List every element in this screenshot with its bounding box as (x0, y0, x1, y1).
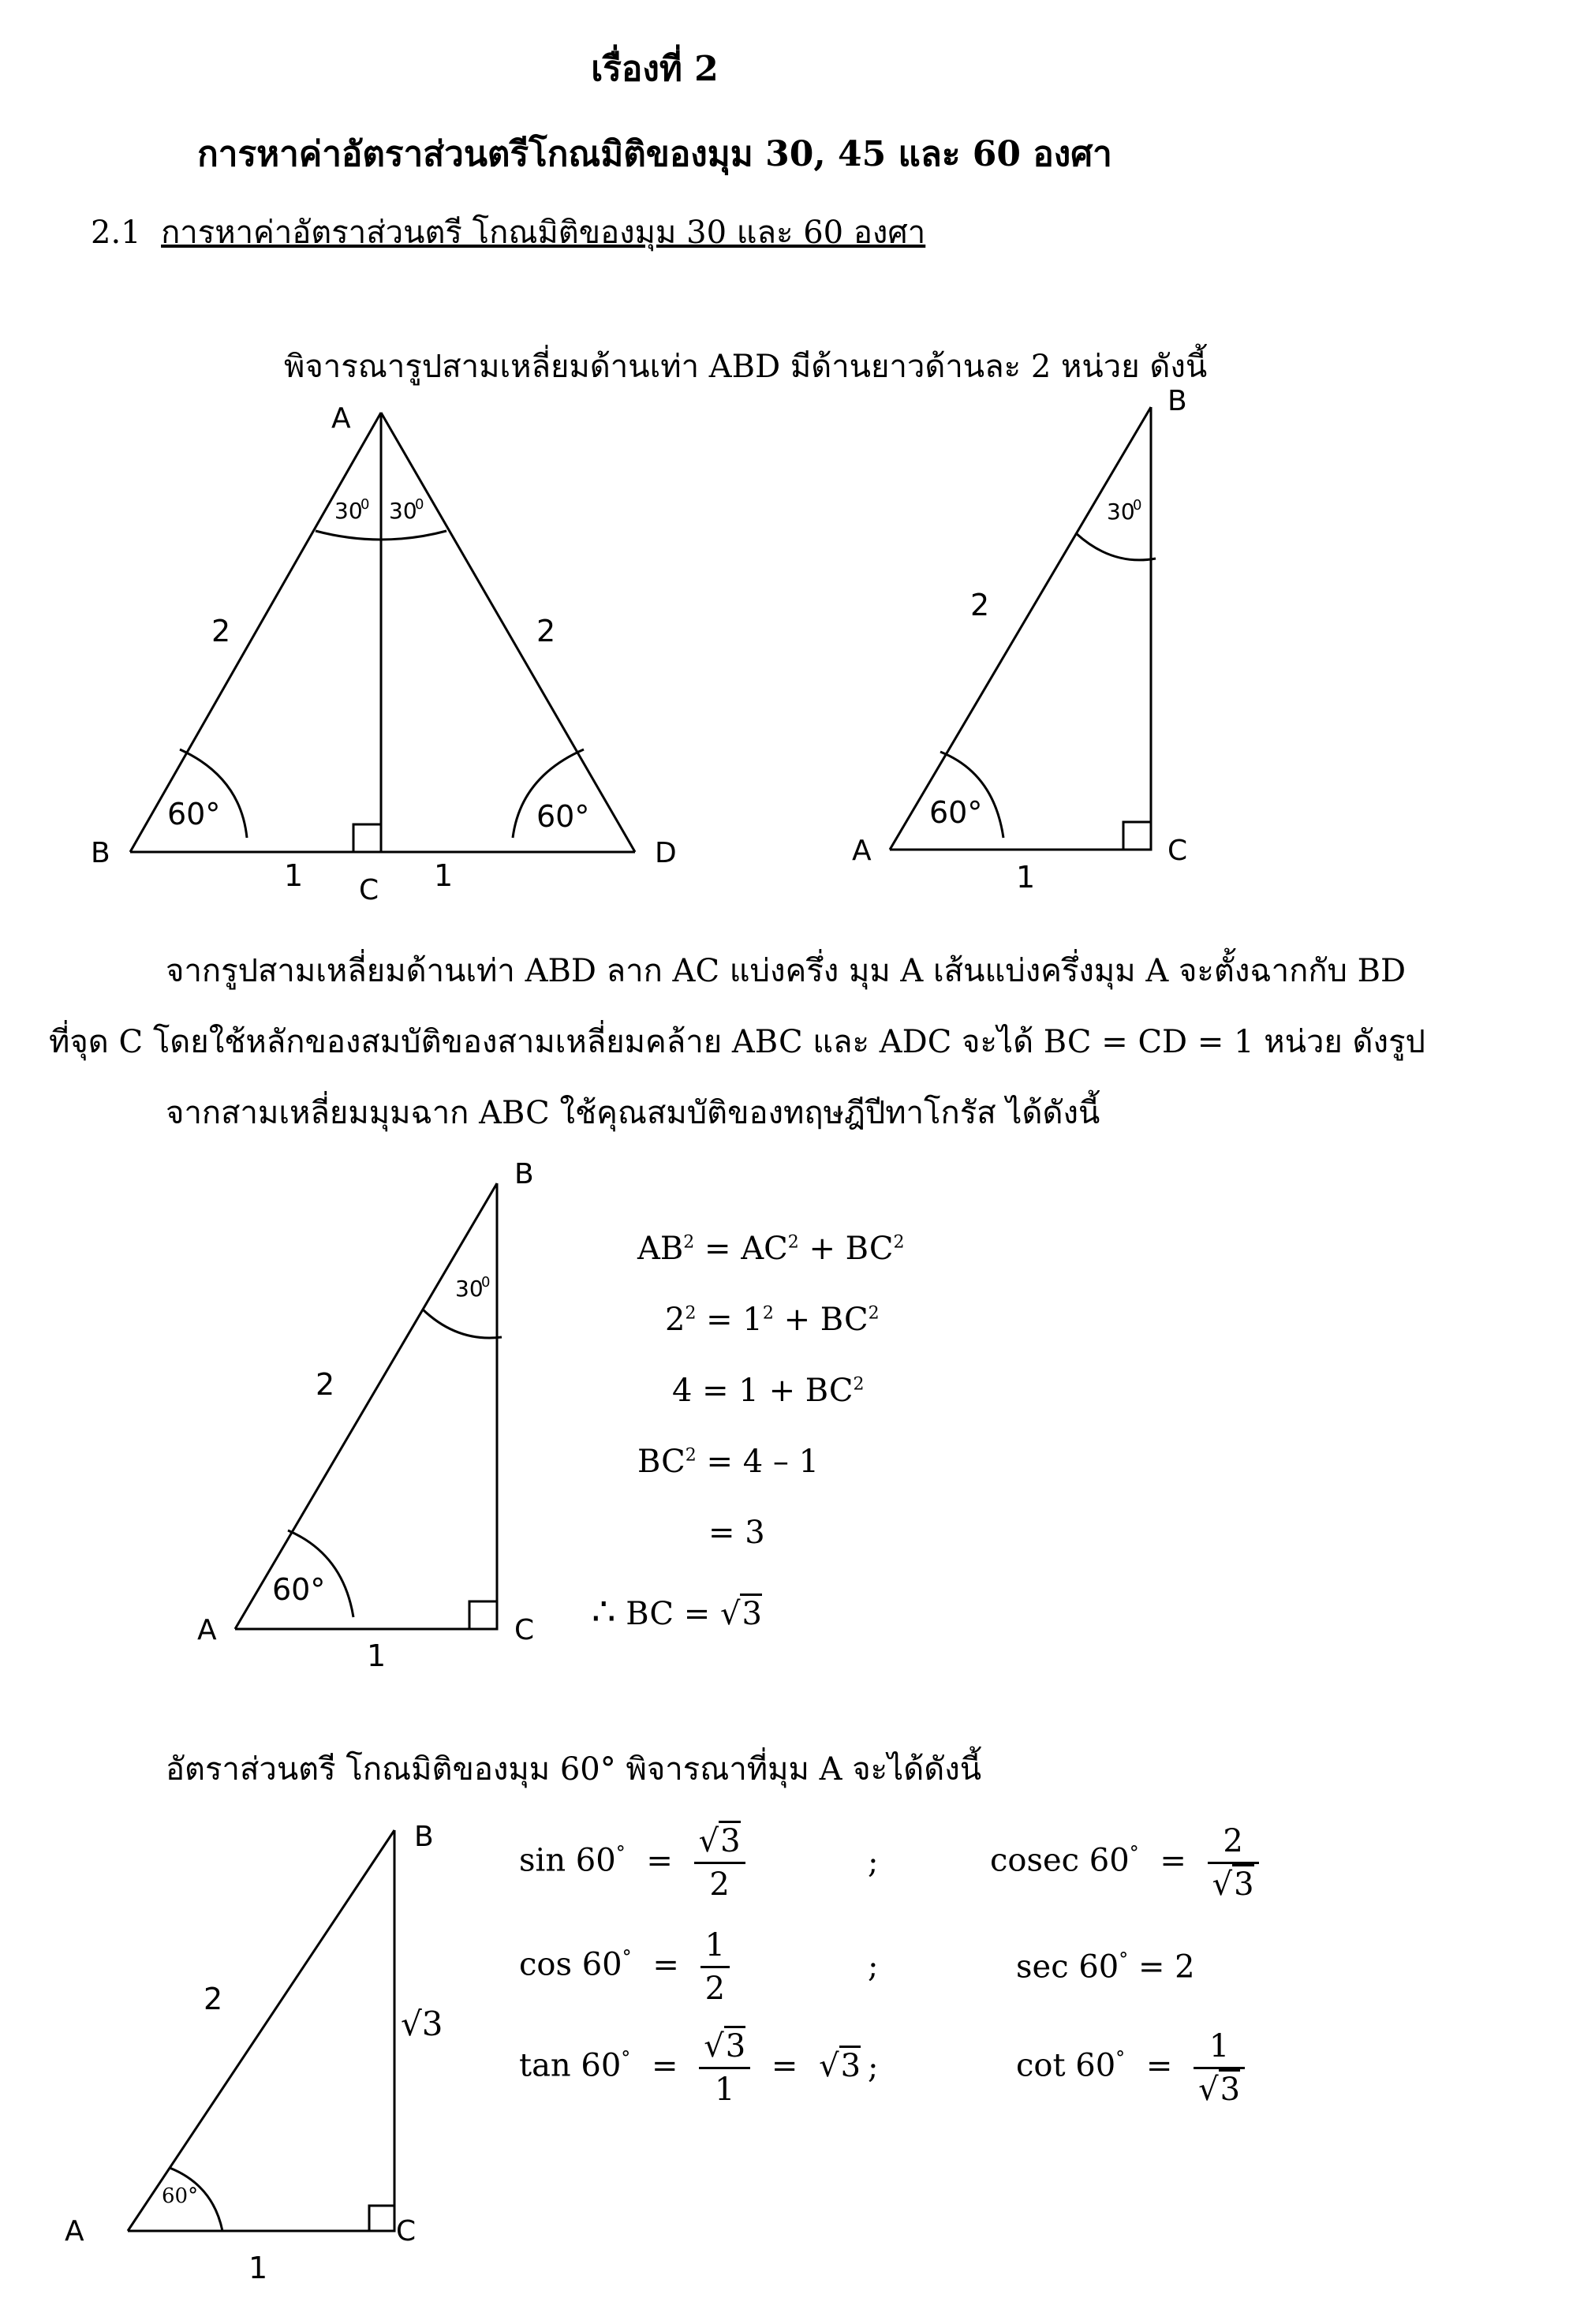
tan-result: √3 (819, 2048, 861, 2084)
semicolon-2: ; (868, 1948, 879, 1985)
cot-label: cot 60 (1016, 2047, 1116, 2084)
sqrt-3: √3 (720, 1596, 762, 1632)
cosec-label: cosec 60 (990, 1842, 1130, 1879)
sin-label: sin 60 (519, 1842, 616, 1879)
section-heading (91, 207, 925, 257)
angle-label-b: 30 (1107, 499, 1135, 525)
main-title: การหาค่าอัตราส่วนตรีโกณมิติของมุม 30, 45 และ 60 องศา (197, 134, 1112, 174)
side-label-ab: 2 (204, 1982, 223, 2016)
side-label-ac: 1 (248, 2251, 268, 2285)
tan60-fraction: $\frac{√3}{1}$ (699, 2026, 750, 2110)
side-label-ab: 2 (211, 614, 231, 648)
cot-den: 3 (1219, 2069, 1240, 2108)
trig60-intro: อัตราส่วนตรี โกณมิติของมุม 60° พิจารณาที่มุม A จะได้ดังนี้ (166, 1751, 982, 1788)
pyth-l2-mid: = 1 (706, 1302, 763, 1338)
angle-label-b-sup: 0 (481, 1274, 491, 1291)
sq-sup: 2 (685, 1303, 697, 1324)
cos-num: 1 (700, 1925, 730, 1968)
sq-sup: 2 (893, 1232, 905, 1253)
right-triangle-figure-2 (174, 1152, 647, 1688)
side-ab (128, 1830, 394, 2231)
right-angle-marker (1123, 822, 1151, 850)
pyth-l4-rhs: = 4 – 1 (706, 1444, 820, 1480)
sin60-row (519, 1821, 745, 1905)
equals: = (1160, 1842, 1186, 1879)
label-c: C (396, 2215, 417, 2247)
angle-label-d: 60° (536, 799, 590, 834)
label-c: C (514, 1614, 535, 1646)
sin60-fraction: $\frac{√3}{2}$ (694, 1821, 745, 1905)
pyth-l1-rhs: + BC (809, 1231, 894, 1267)
angle-label-left-sup: 0 (361, 496, 370, 513)
cosec-den: 3 (1232, 1864, 1253, 1903)
angle-label-left: 30 (334, 498, 363, 524)
right-angle-marker (369, 2206, 394, 2231)
side-label-ab: 2 (970, 588, 990, 622)
angle-label-right: 30 (389, 498, 417, 524)
label-a: A (331, 402, 351, 435)
right-triangle-figure-1 (828, 379, 1262, 915)
label-c: C (1167, 835, 1188, 867)
cosec60-row (990, 1821, 1259, 1905)
tan-result-rad: 3 (839, 2046, 861, 2084)
label-c: C (359, 874, 379, 906)
cos-den: 2 (704, 1971, 726, 2007)
side-label-ab: 2 (316, 1367, 335, 1402)
side-label-cd: 1 (434, 858, 454, 893)
side-label-bc: 1 (284, 858, 304, 893)
cos60-row (519, 1925, 730, 2009)
pyth-l2-lhs: 2 (665, 1302, 686, 1338)
equals: = (771, 2047, 798, 2084)
pyth-l3-lhs: 4 (672, 1373, 693, 1409)
equals: = (652, 2047, 678, 2084)
pyth-line-4 (637, 1444, 819, 1480)
pyth-line-3 (672, 1373, 865, 1409)
right-triangle-figure-3 (47, 1799, 489, 2303)
cot60-fraction: $\frac{1}{√3}$ (1194, 2026, 1245, 2110)
radicand: 3 (740, 1594, 761, 1632)
cot-num: 1 (1194, 2026, 1245, 2069)
tan-num: 3 (724, 2026, 745, 2064)
degree-sup: ° (1129, 1842, 1139, 1865)
sq-sup: 2 (685, 1445, 697, 1466)
cos60-fraction (700, 1925, 730, 2009)
sq-sup: 2 (787, 1232, 799, 1253)
angle-arc-b (1076, 533, 1156, 560)
label-b: B (514, 1158, 534, 1190)
angle-label-b: 60° (167, 797, 221, 831)
angle-label-b: 30 (455, 1276, 484, 1302)
degree-sup: ° (1119, 1948, 1129, 1971)
pyth-l1-mid: = AC (704, 1231, 788, 1267)
sq-sup: 2 (868, 1303, 880, 1324)
angle-label-a: 60° (162, 2184, 199, 2208)
cot60-row (1016, 2026, 1245, 2110)
sq-sup: 2 (853, 1374, 865, 1395)
side-ab (890, 407, 1151, 850)
side-label-ac: 1 (367, 1638, 387, 1673)
label-d: D (655, 837, 677, 869)
semicolon-1: ; (868, 1844, 879, 1881)
sq-sup: 2 (762, 1303, 774, 1324)
pyth-l1-lhs: AB (637, 1231, 684, 1267)
right-angle-marker (469, 1601, 497, 1629)
pyth-line-1 (637, 1231, 904, 1267)
bisect-paragraph-line2: ที่จุด C โดยใช้หลักของสมบัติของสามเหลี่ยมคล้าย ABC และ ADC จะได้ BC = CD = 1 หน่วย ดังรูป (49, 1024, 1425, 1060)
angle-label-b-sup: 0 (1133, 497, 1142, 514)
label-b: B (414, 1821, 434, 1853)
sec-value: = 2 (1138, 1948, 1195, 1986)
side-ab (130, 413, 381, 852)
intro-paragraph: พิจารณารูปสามเหลี่ยมด้านเท่า ABD มีด้านยาวด้านละ 2 หน่วย ดังนี้ (284, 349, 1208, 385)
semicolon-3: ; (868, 2049, 879, 2086)
sin-num: 3 (719, 1821, 740, 1859)
therefore-symbol: ∴ (592, 1590, 616, 1634)
degree-sup: ° (621, 2047, 631, 2070)
cosec60-fraction: $\frac{2}{√3}$ (1208, 1821, 1259, 1905)
label-b: B (91, 837, 110, 869)
degree-sup: ° (622, 1946, 632, 1969)
sq-sup: 2 (683, 1232, 695, 1253)
pyth-l2-rhs: + BC (783, 1302, 869, 1338)
angle-arc-b (423, 1310, 502, 1338)
equals: = (646, 1842, 673, 1879)
sec60-row (1016, 1948, 1195, 1985)
equals: = (652, 1946, 679, 1983)
section-number: 2.1 (91, 215, 141, 251)
cos-label: cos 60 (519, 1946, 622, 1983)
sin-den: 2 (709, 1866, 730, 1903)
pyth-line-6 (592, 1590, 762, 1634)
label-a: A (852, 835, 872, 867)
tan-label: tan 60 (519, 2047, 622, 2084)
label-a: A (197, 1614, 217, 1646)
degree-sup: ° (615, 1842, 626, 1865)
right-angle-marker (353, 824, 381, 852)
side-ad (381, 413, 635, 852)
equals: = (1145, 2047, 1173, 2084)
label-a: A (65, 2215, 84, 2247)
bisect-paragraph-line1: จากรูปสามเหลี่ยมด้านเท่า ABD ลาก AC แบ่งครึ่ง มุม A เส้นแบ่งครึ่งมุม A จะตั้งฉากกับ BD (166, 953, 1407, 989)
side-label-ac: 1 (1016, 860, 1036, 895)
tan-den: 1 (715, 2072, 735, 2108)
angle-label-a: 60° (929, 795, 983, 830)
side-ab (235, 1183, 497, 1629)
cosec-num: 2 (1208, 1821, 1259, 1864)
angle-label-a: 60° (272, 1572, 326, 1607)
side-label-ad: 2 (536, 614, 556, 648)
pyth-line-2 (665, 1302, 880, 1338)
pyth-l6-lhs: BC = (626, 1596, 711, 1632)
story-title: เรื่องที่ 2 (591, 49, 719, 89)
degree-sup: ° (1115, 2047, 1126, 2070)
angle-label-right-sup: 0 (415, 496, 424, 513)
label-b: B (1167, 385, 1187, 417)
tan60-row (519, 2026, 861, 2110)
side-label-bc: √3 (401, 2005, 443, 2043)
pyth-l3-rhs: = 1 + BC (702, 1373, 854, 1409)
equilateral-triangle-figure (0, 379, 789, 931)
pyth-l4-lhs: BC (637, 1444, 686, 1480)
pythagoras-intro: จากสามเหลี่ยมมุมฉาก ABC ใช้คุณสมบัติของทฤษฎีปีทาโกรัส ได้ดังนี้ (166, 1095, 1100, 1131)
sec-label: sec 60 (1016, 1948, 1119, 1986)
pyth-line-5: = 3 (708, 1515, 765, 1551)
section-title: การหาค่าอัตราส่วนตรี โกณมิติของมุม 30 และ 60 องศา (161, 215, 926, 251)
